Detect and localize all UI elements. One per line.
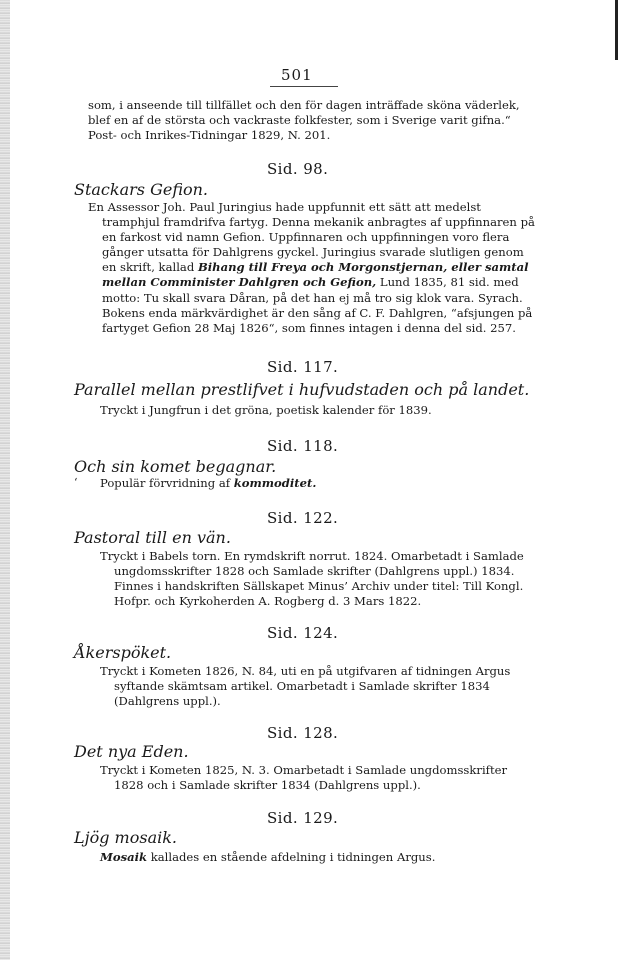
text-run: Populär förvridning af [100,476,234,490]
text-run: Tryckt i Kometen 1826, N. 84, uti en på utgifvaren af tidningen Argus syftande skämtsam artikel. Omarbetadt i Samlade skrifter 1834 (Dahlgrens uppl.). [100,664,511,709]
section-paragraph [100,549,540,609]
section-title-det-nya-eden: Det nya Eden. [74,742,189,761]
emphasized-text: Bihang till Freya och Morgonstjernan, eller samtal mellan Comminister Dahlgren och Gefion, [102,260,529,290]
text-run: En Assessor Joh. Paul Juringius hade uppfunnit ett sätt att medelst tramphjul framdrifva fartyg. Denna mekanik anbragtes af uppfinnaren på en farkost vid namn Gefion. Uppfinnaren och uppfinningen voro flera gånger utsatta för Dahlgrens gyckel. Juringius svarade slutligen genom en skrift, kallad [88,200,535,275]
section-sid-129: Sid. 129. [267,809,339,827]
text-run: kallades en stående afdelning i tidningen Argus. [147,850,436,864]
section-sid-124: Sid. 124. [267,624,339,642]
section-title-parallel: Parallel mellan prestlifvet i hufvudstaden och på landet. [74,380,530,399]
section-title-pastoral: Pastoral till en vän. [74,528,231,547]
section-sid-118: Sid. 118. [267,437,339,455]
page-number-rule [270,86,338,87]
section-sid-122: Sid. 122. [267,509,339,527]
section-text-parallel [100,403,540,418]
section-text-stackars-gefion [88,200,540,336]
intro-text: som, i anseende till tillfället och den för dagen inträffade sköna väderlek, blef en af de största och vackraste folkfester, som i Sverige varit gifna.“ Post- och Inrikes-Tidningar 1829, N. 201. [88,98,520,143]
section-text-ljog-mosaik [100,850,540,865]
intro-paragraph [88,98,540,144]
section-text-akerspoket [100,664,540,709]
section-paragraph [100,664,540,709]
section-sid-128: Sid. 128. [267,724,339,742]
section-text-och-sin-komet [100,476,540,491]
section-paragraph [100,403,540,418]
section-text-pastoral [100,549,540,609]
section-sid-117: Sid. 117. [267,358,339,376]
scan-tick-mark: ‘ [74,476,78,489]
section-paragraph [100,476,540,491]
page-number: 501 [281,66,313,84]
text-run: Lund 1835, 81 sid. med motto: Tu skall svara Dåran, på det han ej må tro sig klok vara. Syrach. Bokens enda märkvärdighet är den sång af C. F. Dahlgren, “afsjungen på fartyget Gefion 28 Maj 1826“, som finnes intagen i denna del sid. 257. [102,275,533,335]
section-title-ljog-mosaik: Ljög mosaik. [74,828,177,847]
text-run: Tryckt i Kometen 1825, N. 3. Omarbetadt i Samlade ungdomsskrifter 1828 och i Samlade skrifter 1834 (Dahlgrens uppl.). [100,763,508,793]
section-paragraph [100,850,540,865]
text-run: Tryckt i Jungfrun i det gröna, poetisk kalender för 1839. [100,403,432,417]
scan-edge-mark [615,0,618,60]
section-paragraph [88,200,540,336]
text-run: Tryckt i Babels torn. En rymdskrift norrut. 1824. Omarbetadt i Samlade ungdomsskrifter 1828 och Samlade skrifter (Dahlgrens uppl.) 1834. Finnes i handskriften Sällskapet Minus’ Archiv under titel: Till Kongl. Hofpr. och Kyrkoherden A. Rogberg d. 3 Mars 1822. [100,549,524,609]
emphasized-text: kommoditet. [233,476,317,490]
section-title-akerspoket: Åkerspöket. [74,643,172,662]
section-sid-98: Sid. 98. [267,160,329,178]
section-title-stackars-gefion: Stackars Gefion. [74,180,209,199]
section-text-det-nya-eden [100,763,540,793]
emphasized-text: Mosaik [100,850,148,864]
section-title-och-sin-komet: Och sin komet begagnar. [74,457,277,476]
scan-binding-edge [0,0,10,960]
section-paragraph [100,763,540,793]
